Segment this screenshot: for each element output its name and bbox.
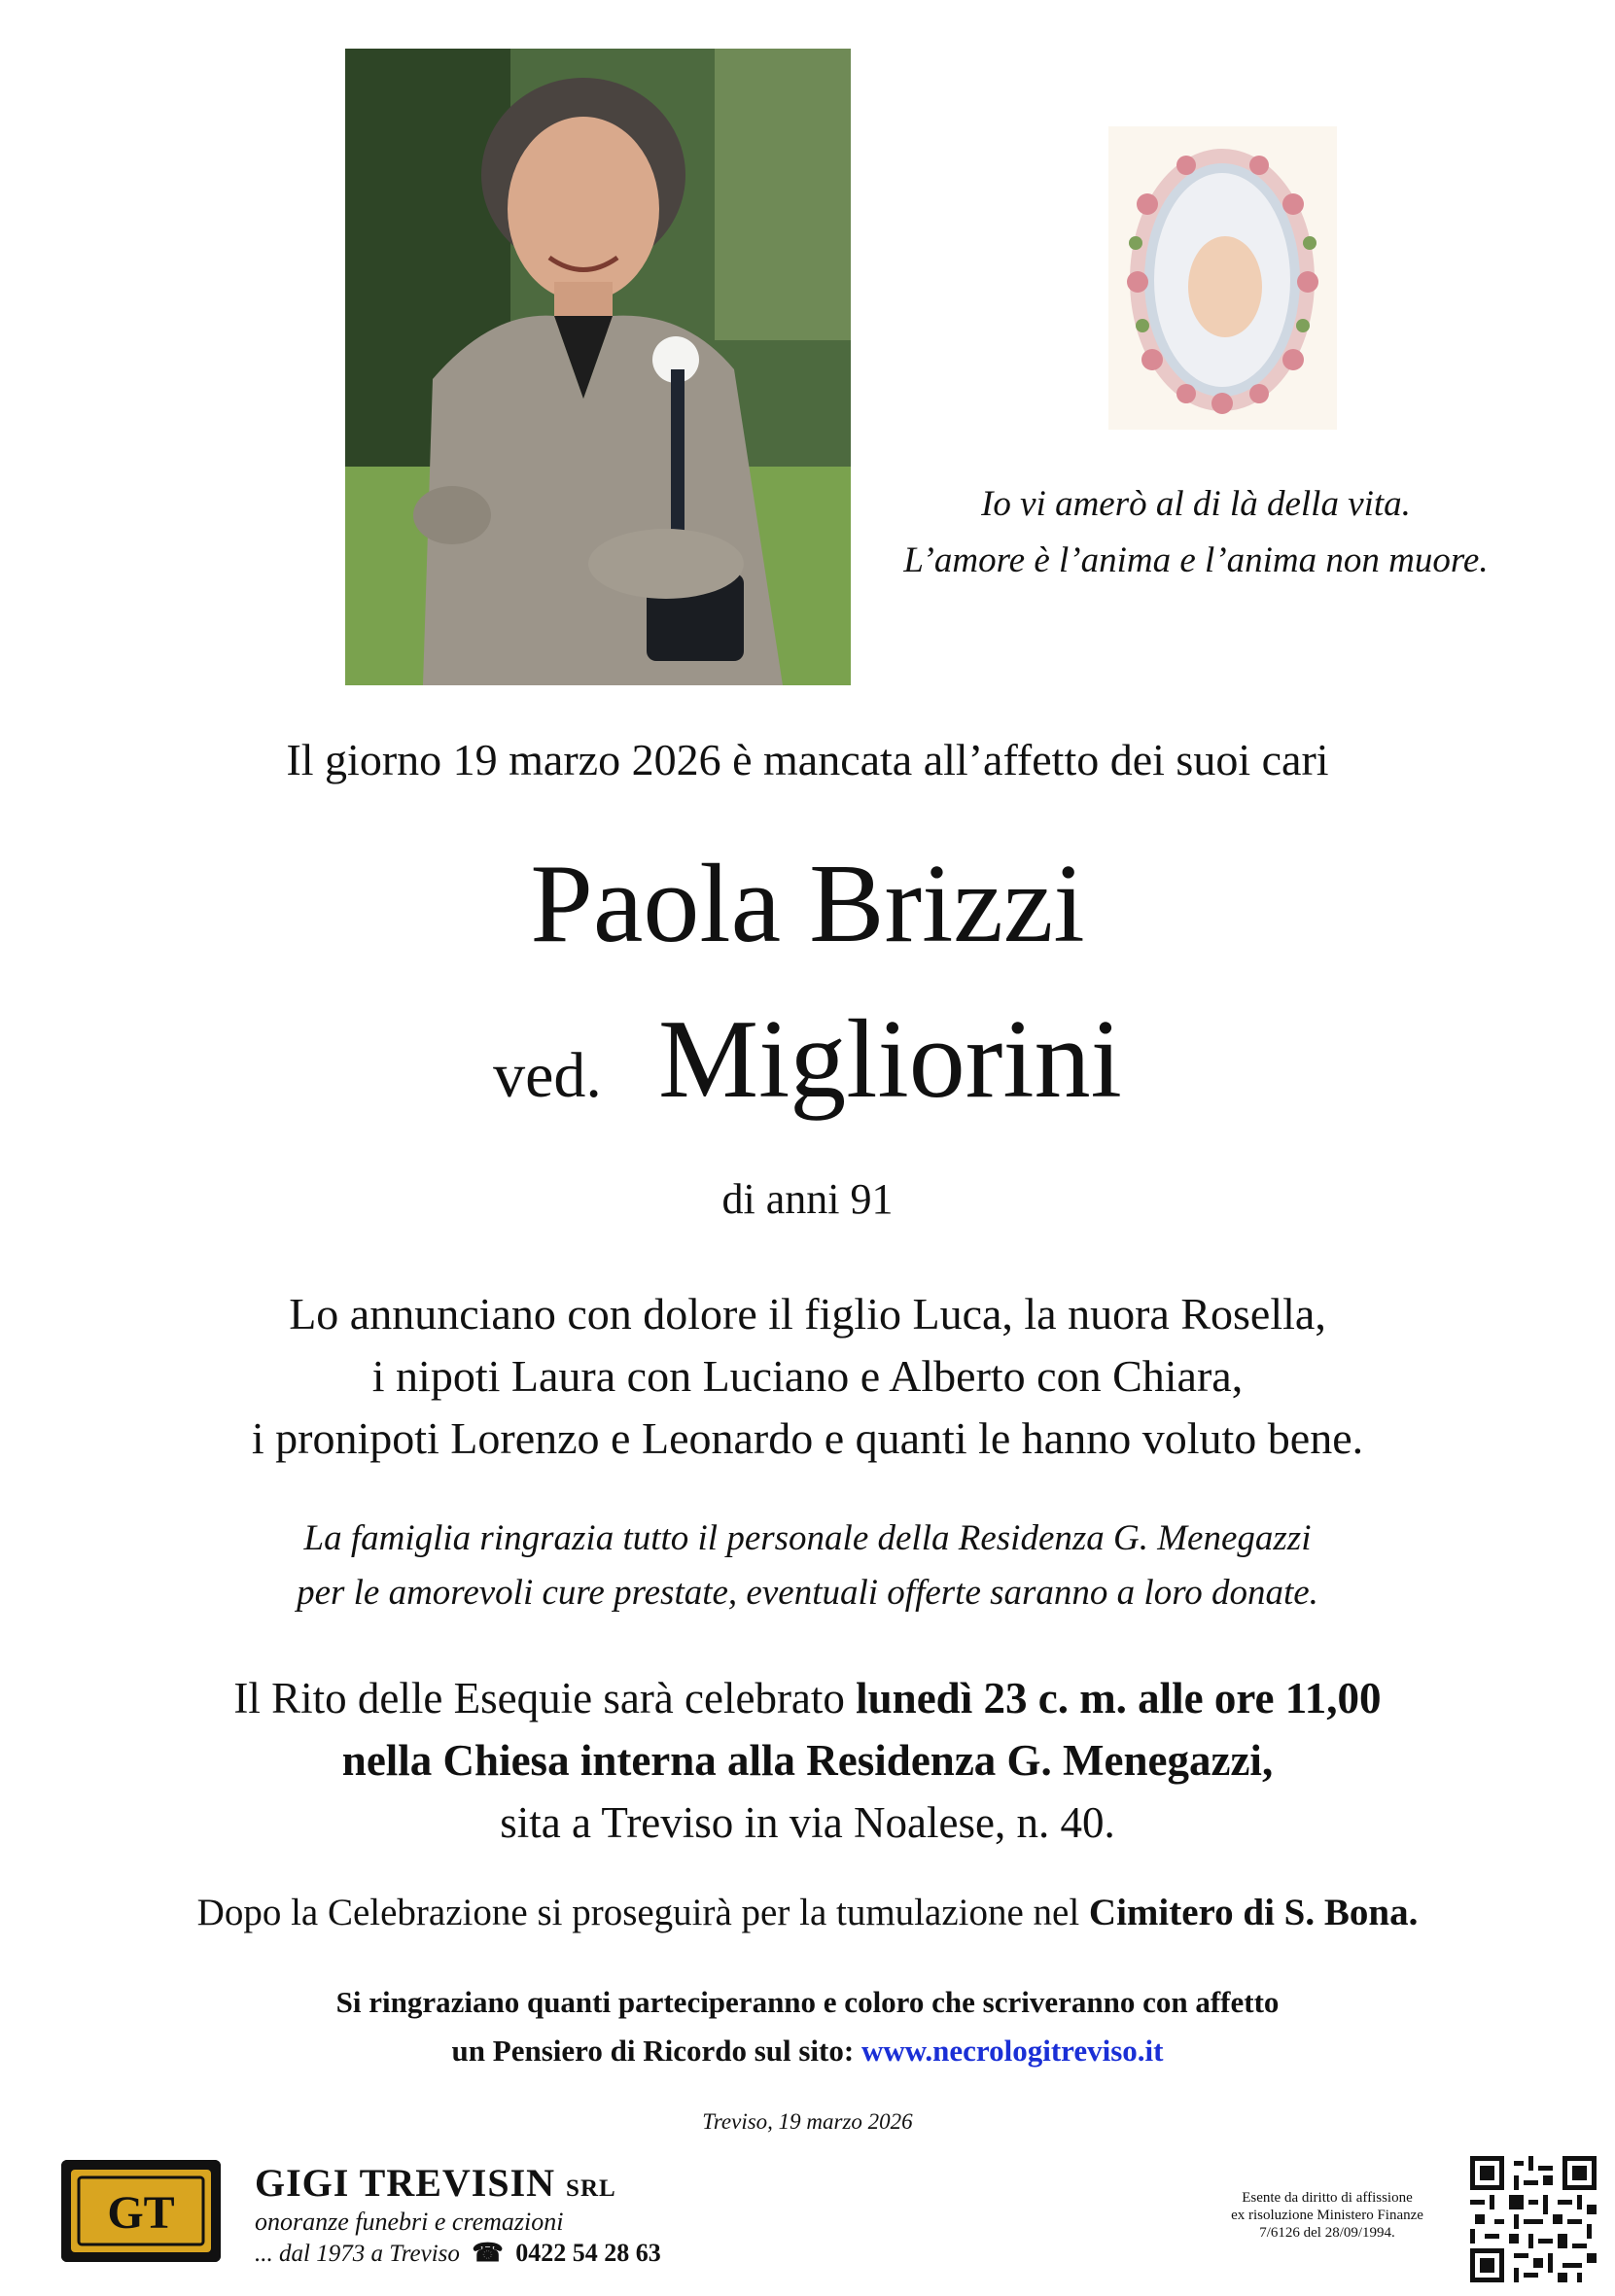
thanks-line-1: Si ringraziano quanti parteciperanno e coloro che scriveranno con affetto — [335, 1985, 1280, 2019]
burial-prefix: Dopo la Celebrazione si proseguirà per la tumulazione nel — [196, 1892, 1080, 1933]
portrait-photo — [345, 49, 851, 685]
staff-thanks-line-2: per le amorevoli cure prestate, eventuali offerte saranno a loro donate. — [297, 1573, 1318, 1613]
company-since: ... dal 1973 a Treviso — [255, 2241, 460, 2267]
rite-address: sita a Treviso in via Noalese, n. 40. — [500, 1798, 1115, 1847]
quote-line-2: L’amore è l’anima e l’anima non muore. — [903, 540, 1489, 580]
exemption-line-1: Esente da diritto di affissione — [1242, 2190, 1413, 2206]
company-suffix: SRL — [566, 2175, 616, 2202]
cemetery-name: Cimitero di S. Bona. — [1088, 1892, 1419, 1933]
company-info — [255, 2160, 661, 2268]
thanks-line-2 — [0, 2027, 1615, 2075]
guest-thanks — [0, 1978, 1615, 2075]
logo-text: GT — [107, 2187, 175, 2239]
married-name: Migliorini — [657, 997, 1122, 1122]
rite-line-2 — [0, 1729, 1615, 1792]
rite-when: lunedì 23 c. m. alle ore 11,00 — [856, 1674, 1382, 1722]
age-text: di anni 91 — [721, 1175, 894, 1223]
intro-text: Il giorno 19 marzo 2026 è mancata all’affetto dei suoi cari — [286, 735, 1329, 784]
family-announcement — [0, 1283, 1615, 1470]
rite-where: nella Chiesa interna alla Residenza G. Menegazzi, — [341, 1736, 1274, 1785]
phone-icon: ☎ — [472, 2239, 504, 2267]
staff-thanks — [0, 1512, 1615, 1620]
thanks-line-2-prefix: un Pensiero di Ricordo sul sito: — [451, 2034, 855, 2068]
company-tagline: onoranze funebri e cremazioni — [255, 2208, 564, 2236]
madonna-image — [1108, 126, 1337, 430]
company-name-line — [255, 2160, 661, 2206]
announcement-line-3: i pronipoti Lorenzo e Leonardo e quanti le hanno voluto bene. — [251, 1413, 1364, 1463]
announcement-line-1: Lo annunciano con dolore il figlio Luca, la nuora Rosella, — [289, 1289, 1326, 1339]
company-since-line — [255, 2239, 661, 2268]
exemption-line-2: ex risoluzione Ministero Finanze — [1231, 2208, 1423, 2223]
company-name: GIGI TREVISIN — [255, 2161, 556, 2205]
announcement-line-2: i nipoti Laura con Luciano e Alberto con Chiara, — [371, 1351, 1244, 1401]
company-phone[interactable]: 0422 54 28 63 — [515, 2239, 661, 2267]
exemption-line-3: 7/6126 del 28/09/1994. — [1259, 2225, 1395, 2241]
website-link[interactable]: www.necrologitreviso.it — [860, 2034, 1164, 2068]
funeral-rite — [0, 1667, 1615, 1854]
staff-thanks-line-1: La famiglia ringrazia tutto il personale della Residenza G. Menegazzi — [303, 1518, 1312, 1558]
rite-line-1 — [0, 1667, 1615, 1729]
burial-info — [0, 1891, 1615, 1934]
deceased-name: Paola Brizzi — [530, 842, 1085, 966]
place-date: Treviso, 19 marzo 2026 — [702, 2109, 913, 2134]
ved-label: ved. — [493, 1040, 602, 1111]
memorial-quote — [797, 476, 1595, 589]
quote-line-1: Io vi amerò al di là della vita. — [981, 484, 1411, 524]
rite-prefix: Il Rito delle Esequie sarà celebrato — [233, 1674, 845, 1722]
qr-code[interactable] — [1470, 2156, 1597, 2282]
tax-exemption-note — [1196, 2189, 1458, 2242]
company-logo — [61, 2160, 221, 2262]
married-name-line — [0, 996, 1615, 1139]
